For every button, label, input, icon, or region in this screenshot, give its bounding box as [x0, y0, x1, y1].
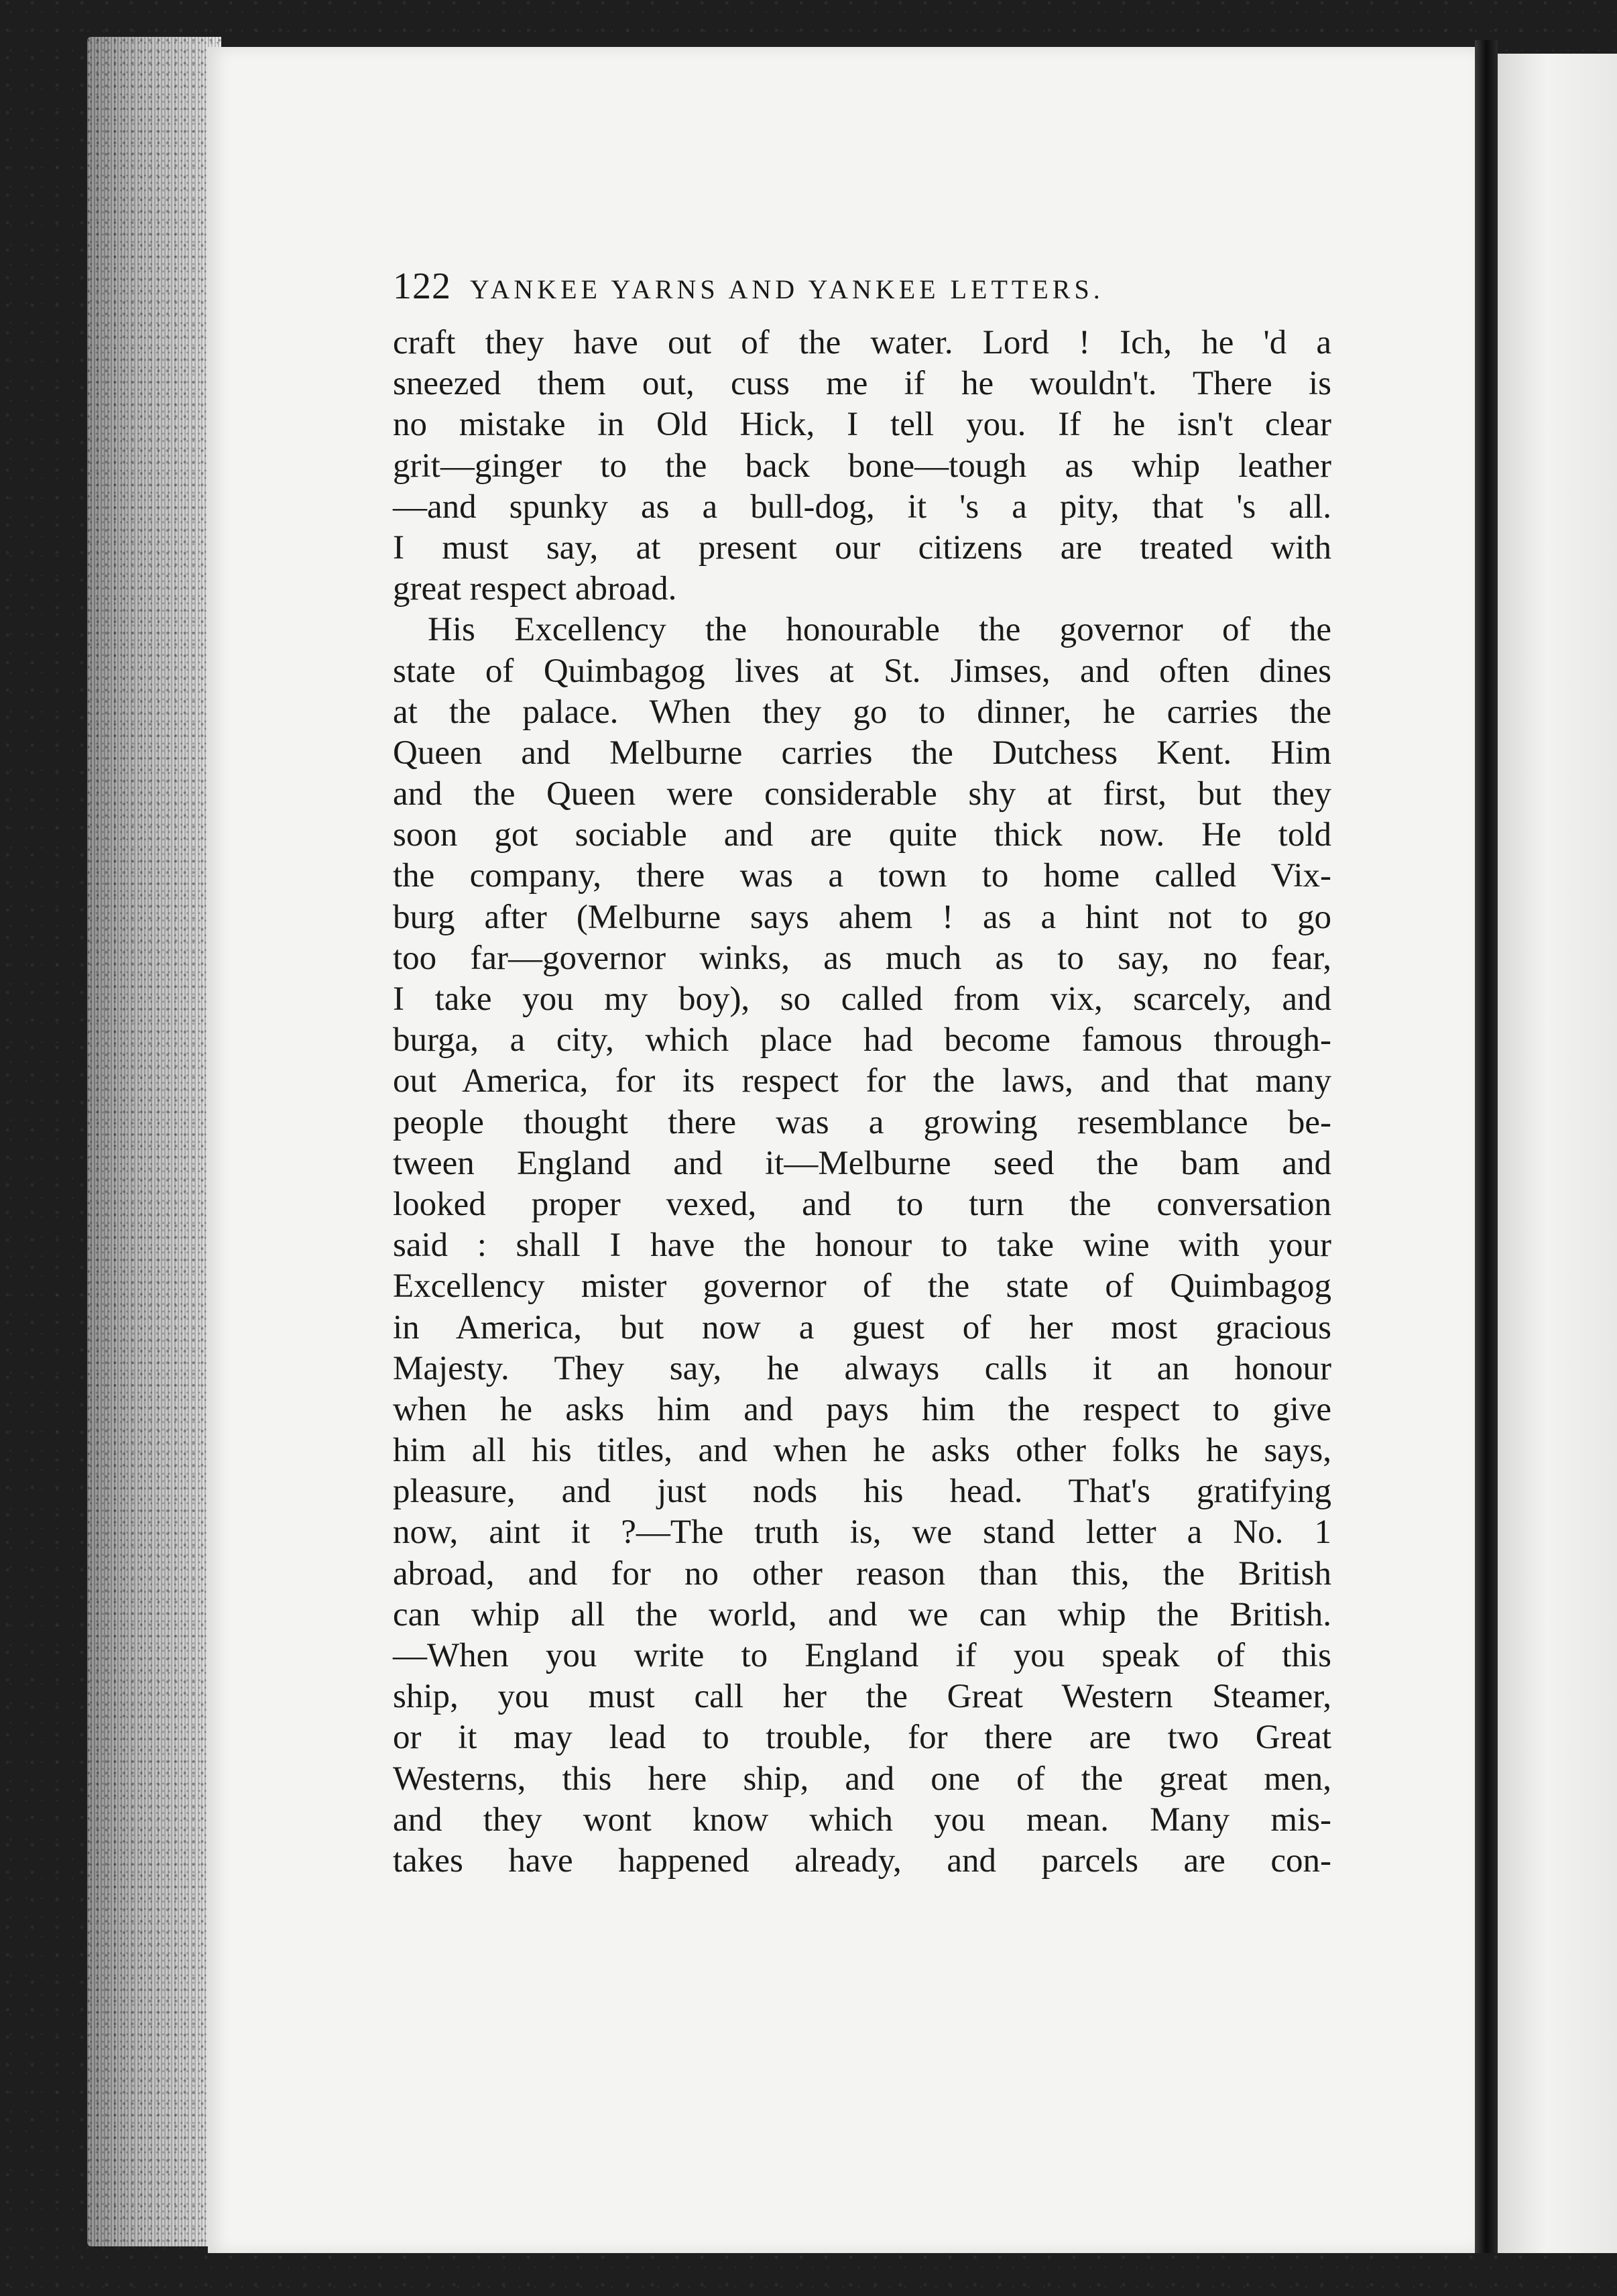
text-line: burg after (Melburne says ahem ! as a hint not to go: [393, 898, 1331, 936]
running-title: YANKEE YARNS AND YANKEE LETTERS.: [470, 274, 1104, 304]
text-line: Majesty. They say, he always calls it an honour: [393, 1349, 1331, 1387]
text-line: Westerns, this here ship, and one of the great men,: [393, 1760, 1331, 1798]
text-line: grit—ginger to the back bone—tough as whip leather: [393, 447, 1331, 485]
text-line: —When you write to England if you speak of this: [393, 1637, 1331, 1674]
page-text-block: [393, 265, 1331, 1882]
text-line: him all his titles, and when he asks other folks he says,: [393, 1432, 1331, 1470]
text-line: —and spunky as a bull-dog, it 's a pity, that 's all.: [393, 487, 1331, 526]
text-line: in America, but now a guest of her most gracious: [393, 1308, 1331, 1346]
text-line: and the Queen were considerable shy at first, but they: [393, 775, 1331, 813]
text-line: state of Quimbagog lives at St. Jimses, and often dines: [393, 652, 1331, 690]
text-line: great respect abroad.: [393, 570, 677, 608]
book-binding-gutter: [1475, 40, 1498, 2253]
text-line: burga, a city, which place had become famous through-: [393, 1021, 1331, 1059]
text-line: can whip all the world, and we can whip the British.: [393, 1595, 1331, 1633]
text-line: craft they have out of the water. Lord ! Ich, he 'd a: [393, 324, 1331, 361]
text-line: said : shall I have the honour to take wine with your: [393, 1226, 1331, 1265]
text-line: out America, for its respect for the laws, and that many: [393, 1062, 1331, 1100]
text-line: ship, you must call her the Great Western Steamer,: [393, 1678, 1331, 1716]
text-line: Excellency mister governor of the state of Quimbagog: [393, 1267, 1331, 1306]
text-line: takes have happened already, and parcels are con-: [393, 1841, 1331, 1880]
text-line: sneezed them out, cuss me if he wouldn't. There is: [393, 365, 1331, 403]
text-line: I must say, at present our citizens are treated with: [393, 528, 1331, 567]
running-head: [393, 265, 1331, 319]
text-line: at the palace. When they go to dinner, he carries the: [393, 693, 1331, 731]
text-line: His Excellency the honourable the governor of the: [428, 611, 1331, 649]
text-line: people thought there was a growing resemblance be-: [393, 1103, 1331, 1141]
page-number: 122: [393, 266, 451, 307]
text-line: and they wont know which you mean. Many mis-: [393, 1800, 1331, 1839]
text-line: looked proper vexed, and to turn the conversation: [393, 1185, 1331, 1223]
text-line: no mistake in Old Hick, I tell you. If he isn't clear: [393, 406, 1331, 444]
text-line: Queen and Melburne carries the Dutchess Kent. Him: [393, 734, 1331, 772]
text-line: pleasure, and just nods his head. That's gratifying: [393, 1473, 1331, 1511]
text-line: when he asks him and pays him the respect to give: [393, 1390, 1331, 1428]
text-line: abroad, and for no other reason than this, the British: [393, 1554, 1331, 1593]
text-line: tween England and it—Melburne seed the bam and: [393, 1144, 1331, 1182]
body-text: [393, 323, 1331, 1882]
text-line: now, aint it ?—The truth is, we stand letter a No. 1: [393, 1513, 1331, 1552]
text-line: soon got sociable and are quite thick now. He told: [393, 816, 1331, 854]
text-line: or it may lead to trouble, for there are two Great: [393, 1719, 1331, 1757]
book-page-edges: [87, 37, 221, 2246]
text-line: the company, there was a town to home called Vix-: [393, 857, 1331, 895]
text-line: too far—governor winks, as much as to say, no fear,: [393, 939, 1331, 977]
facing-page-edge: [1498, 54, 1617, 2253]
text-line: I take you my boy), so called from vix, scarcely, and: [393, 980, 1331, 1018]
